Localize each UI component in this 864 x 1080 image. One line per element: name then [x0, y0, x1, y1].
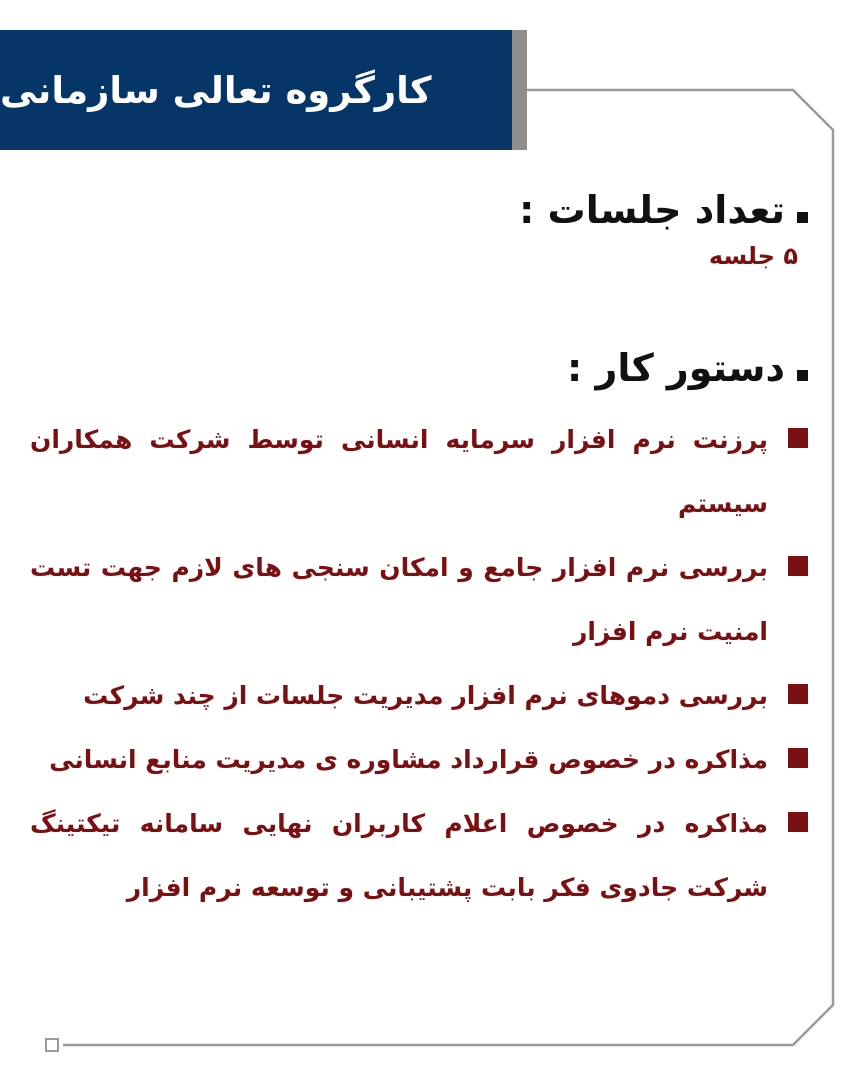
sessions-count: ۵ جلسه — [708, 242, 798, 270]
list-item — [30, 408, 808, 536]
title-banner — [0, 30, 512, 150]
bullet-square-icon — [797, 370, 808, 381]
list-item — [30, 536, 808, 664]
sessions-heading — [30, 180, 808, 240]
bullet-square-icon — [788, 684, 808, 704]
page-title: کارگروه تعالی سازمانی — [0, 68, 432, 112]
bullet-square-icon — [797, 212, 808, 223]
content-area — [30, 180, 808, 920]
agenda-label: دستور کار : — [567, 346, 785, 390]
bullet-square-icon — [788, 748, 808, 768]
agenda-item-text: بررسی دموهای نرم افزار مدیریت جلسات از چند شرکت — [83, 681, 768, 710]
bullet-square-icon — [788, 812, 808, 832]
bullet-square-icon — [788, 428, 808, 448]
sessions-label: تعداد جلسات : — [519, 188, 785, 232]
agenda-heading — [30, 338, 808, 398]
list-item — [30, 728, 808, 792]
agenda-list — [30, 408, 808, 920]
list-item — [30, 792, 808, 920]
banner-shadow — [510, 30, 527, 150]
agenda-item-text: بررسی نرم افزار جامع و امکان سنجی های لازم جهت تست امنیت نرم افزار — [30, 553, 768, 646]
bullet-square-icon — [788, 556, 808, 576]
agenda-item-text: پرزنت نرم افزار سرمایه انسانی توسط شرکت همکاران سیستم — [30, 425, 768, 518]
list-item — [30, 664, 808, 728]
agenda-item-text: مذاکره در خصوص قرارداد مشاوره ی مدیریت منابع انسانی — [49, 745, 768, 774]
frame-end-square-icon — [46, 1039, 58, 1051]
agenda-item-text: مذاکره در خصوص اعلام کاربران نهایی سامانه تیکتینگ شرکت جادوی فکر بابت پشتیبانی و توسعه نرم افزار — [30, 809, 768, 902]
